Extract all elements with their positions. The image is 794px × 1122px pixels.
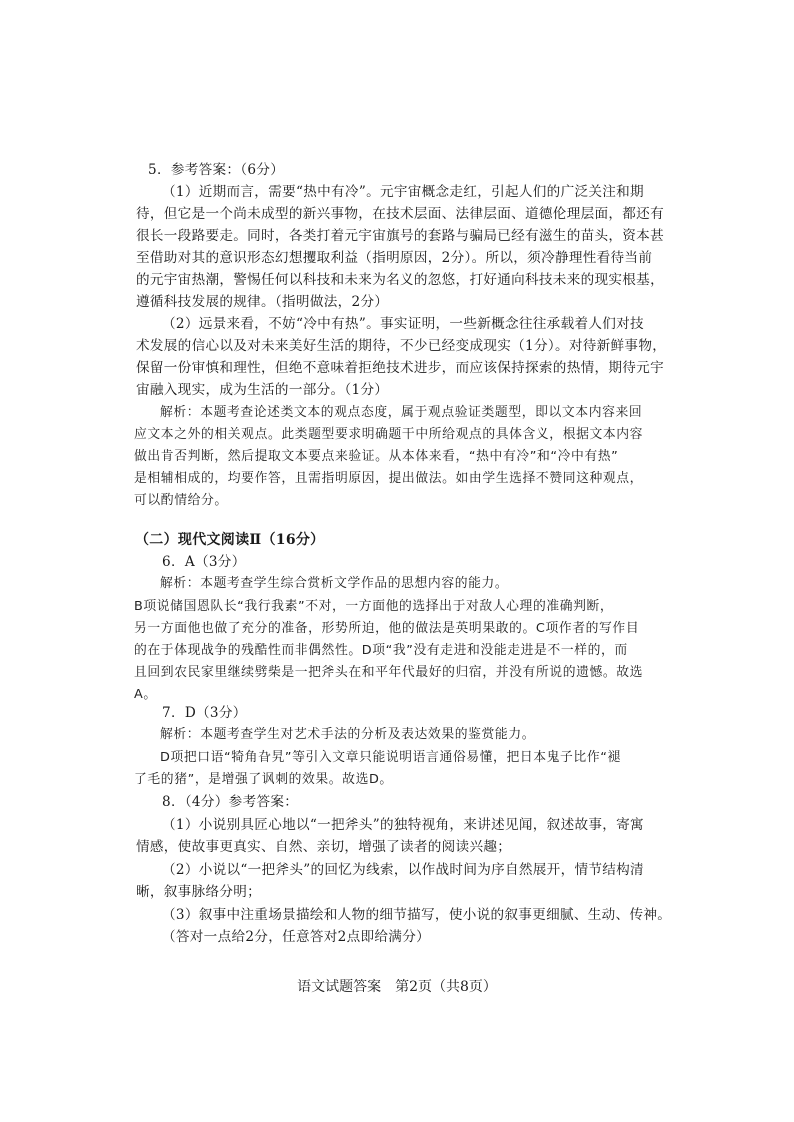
q5-analysis-line: 是相辅相成的，均要作答，且需指明原因，提出做法。如由学生选择不赞同这种观点， — [134, 471, 644, 486]
q5-p1-line: 至借助对其的意识形态幻想攫取利益（指明原因，2分）。所以，须冷静理性看待当前 — [136, 250, 653, 266]
q5-p1-line: 遵循科技发展的规律。（指明做法，2分） — [136, 294, 389, 310]
q8-heading: 8．（4分）参考答案： — [162, 794, 299, 810]
q5-p1-line: 的元宇宙热潮，警惕任何以科技和未来为名义的忽悠，打好通向科技未来的现实根基， — [136, 272, 664, 288]
section-title: （二）现代文阅读Ⅱ（16分） — [135, 532, 325, 548]
q6-answer: 6．A（3分） — [162, 554, 246, 570]
q8-item-line: （3）叙事中注重场景描绘和人物的细节描写，使小说的叙事更细腻、生动、传神。 — [162, 907, 672, 923]
q7-answer: 7．D（3分） — [162, 705, 247, 721]
q7-detail-line: 了毛的猪”，是增强了讽刺的效果。故选D。 — [134, 772, 393, 787]
q6-detail-line: 的在于体现战争的残酷性而非偶然性。D项“我”没有走进和没能走进是不一样的，而 — [134, 643, 628, 658]
q5-p2-line: 术发展的信心以及对未来美好生活的期待，不少已经变成现实（1分）。对待新鲜事物， — [136, 338, 667, 354]
q7-analysis: 解析：本题考查学生对艺术手法的分析及表达效果的鉴赏能力。 — [160, 727, 536, 742]
q5-p2-line: 宙融入现实，成为生活的一部分。（1分） — [136, 382, 389, 398]
q6-detail-line: B项说储国恩队长“我行我素”不对，一方面他的选择出于对敌人心理的准确判断， — [134, 599, 614, 614]
q5-p2-line: （2）远景来看，不妨“冷中有热”。事实证明，一些新概念往往承载着人们对技 — [162, 316, 644, 332]
q6-analysis: 解析：本题考查学生综合赏析文学作品的思想内容的能力。 — [160, 576, 509, 591]
q6-detail-line: 且回到农民家里继续劈柴是一把斧头在和平年代最好的归宿，并没有所说的遗憾。故选 — [134, 665, 644, 680]
q8-item-line: （答对一点给2分，任意答对2点即给满分） — [162, 929, 430, 945]
page-footer: 语文试题答案 第2页（共8页） — [297, 979, 497, 995]
q5-analysis-line: 应文本之外的相关观点。此类题型要求明确题干中所给观点的具体含义，根据文本内容 — [134, 427, 644, 442]
q5-heading: 5．参考答案：（6分） — [148, 162, 285, 178]
q7-detail-line: D项把口语“犄角旮旯”等引入文章只能说明语言通俗易懂，把日本鬼子比作“褪 — [160, 750, 621, 765]
q5-p1-line: 很长一段路要走。同时，各类打着元宇宙旗号的套路与骗局已经有滋生的苗头，资本甚 — [136, 228, 664, 244]
q5-analysis-line: 可以酌情给分。 — [134, 493, 228, 508]
q5-p1-line: （1）近期而言，需要“热中有冷”。元宇宙概念走红，引起人们的广泛关注和期 — [162, 184, 644, 200]
q8-item-line: 晰，叙事脉络分明； — [136, 884, 262, 900]
q5-p1-line: 待，但它是一个尚未成型的新兴事物，在技术层面、法律层面、道德伦理层面，都还有 — [136, 206, 664, 222]
q5-p2-line: 保留一份审慎和理性，但绝不意味着拒绝技术进步，而应该保持探索的热情，期待元宇 — [136, 360, 664, 376]
q8-item-line: （1）小说别具匠心地以“一把斧头”的独特视角，来讲述见闻，叙述故事，寄寓 — [162, 817, 644, 833]
q6-detail-line: A。 — [134, 687, 157, 702]
q6-detail-line: 另一方面他也做了充分的准备，形势所迫，他的做法是英明果敢的。C项作者的写作目 — [134, 621, 640, 636]
q8-item-line: 情感，使故事更真实、自然、亲切，增强了读者的阅读兴趣； — [136, 839, 512, 855]
q5-analysis-line: 做出肯否判断，然后提取文本要点来验证。从本体来看，“热中有冷”和“冷中有热” — [134, 449, 619, 464]
q8-item-line: （2）小说以“一把斧头”的回忆为线索，以作战时间为序自然展开，情节结构清 — [162, 862, 644, 878]
q5-analysis-line: 解析：本题考查论述类文本的观点态度，属于观点验证类题型，即以文本内容来回 — [160, 405, 643, 420]
